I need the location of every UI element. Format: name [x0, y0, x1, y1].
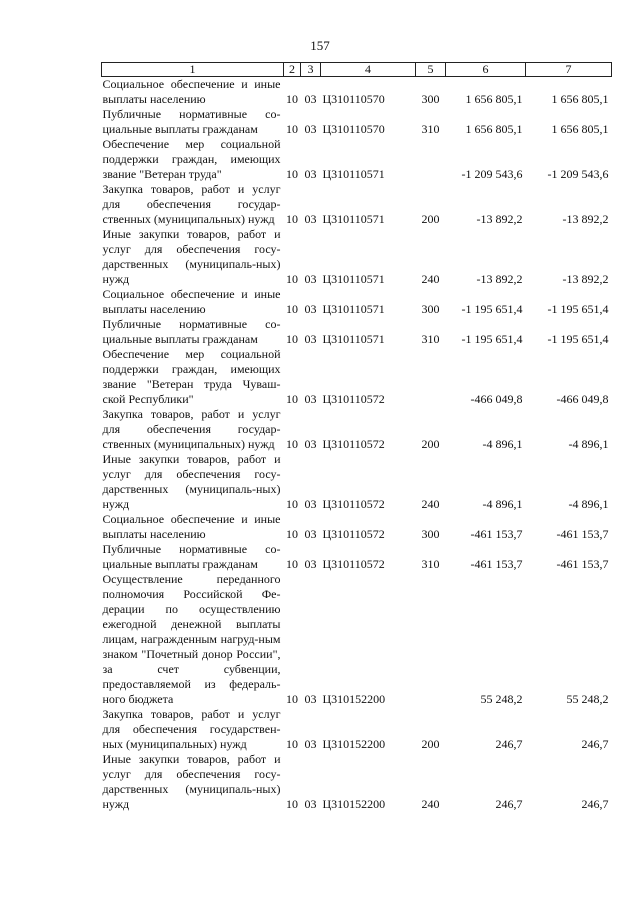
row-name: Публичные нормативные со-циальные выплаты гражданам	[102, 542, 281, 571]
table-row	[102, 137, 612, 182]
amount-col-7: -1 209 543,6	[547, 167, 609, 181]
target-article-code: Ц310110570	[322, 122, 385, 136]
expense-type-code: 240	[421, 497, 440, 511]
target-article-code: Ц310110572	[322, 557, 385, 571]
table-row	[102, 542, 612, 572]
target-article-code: Ц310110571	[322, 167, 385, 181]
row-name: Обеспечение мер социальной поддержки граждан, имеющих звание "Ветеран труда Чуваш-ской Республики"	[102, 347, 281, 406]
expense-type-code: 310	[421, 332, 440, 346]
amount-col-6: -1 195 651,4	[461, 332, 523, 346]
amount-col-7: 1 656 805,1	[551, 122, 609, 136]
amount-col-7: 246,7	[581, 737, 609, 751]
amount-col-6: -13 892,2	[476, 212, 523, 226]
row-name: Иные закупки товаров, работ и услуг для обеспечения госу-дарственных (муниципаль-ных) нужд	[102, 227, 281, 286]
target-article-code: Ц310110570	[322, 92, 385, 106]
subsection-code: 03	[304, 437, 317, 451]
target-article-code: Ц310110571	[322, 332, 385, 346]
target-article-code: Ц310110572	[322, 437, 385, 451]
subsection-code: 03	[304, 557, 317, 571]
row-name: Публичные нормативные со-циальные выплаты гражданам	[102, 317, 281, 346]
amount-col-7: -466 049,8	[556, 392, 609, 406]
amount-col-7: -4 896,1	[568, 497, 609, 511]
expense-type-code: 200	[421, 737, 440, 751]
table-body	[102, 77, 612, 813]
section-code: 10	[286, 302, 298, 316]
target-article-code: Ц310110571	[322, 272, 385, 286]
header-col-2: 2	[284, 63, 301, 77]
expense-type-code: 300	[421, 92, 440, 106]
amount-col-7: 1 656 805,1	[551, 92, 609, 106]
row-name: Обеспечение мер социальной поддержки граждан, имеющих звание "Ветеран труда"	[102, 137, 281, 181]
section-code: 10	[286, 557, 298, 571]
table-row	[102, 512, 612, 542]
subsection-code: 03	[304, 92, 317, 106]
row-name: Закупка товаров, работ и услуг для обеспечения государ-ственных (муниципальных) нужд	[102, 407, 281, 451]
row-name: Социальное обеспечение и иные выплаты населению	[102, 287, 281, 316]
amount-col-7: -1 195 651,4	[547, 332, 609, 346]
table-row	[102, 182, 612, 227]
subsection-code: 03	[304, 692, 317, 706]
subsection-code: 03	[304, 737, 317, 751]
amount-col-6: -461 153,7	[470, 527, 523, 541]
target-article-code: Ц310110572	[322, 392, 385, 406]
amount-col-7: 55 248,2	[566, 692, 609, 706]
subsection-code: 03	[304, 527, 317, 541]
subsection-code: 03	[304, 497, 317, 511]
header-col-1: 1	[102, 63, 284, 77]
amount-col-6: 246,7	[495, 797, 523, 811]
section-code: 10	[286, 332, 298, 346]
amount-col-6: -1 209 543,6	[461, 167, 523, 181]
section-code: 10	[286, 497, 298, 511]
section-code: 10	[286, 167, 298, 181]
amount-col-7: 246,7	[581, 797, 609, 811]
table-row	[102, 107, 612, 137]
section-code: 10	[286, 392, 298, 406]
subsection-code: 03	[304, 272, 317, 286]
table-row	[102, 572, 612, 707]
amount-col-6: -1 195 651,4	[461, 302, 523, 316]
target-article-code: Ц310152200	[322, 797, 386, 811]
expense-type-code: 300	[421, 527, 440, 541]
amount-col-7: -461 153,7	[556, 557, 609, 571]
expense-type-code	[416, 347, 446, 407]
row-name: Публичные нормативные со-циальные выплаты гражданам	[102, 107, 281, 136]
expense-type-code: 310	[421, 557, 440, 571]
section-code: 10	[286, 737, 298, 751]
target-article-code: Ц310110571	[322, 212, 385, 226]
row-name: Закупка товаров, работ и услуг для обеспечения государствен-ных (муниципальных) нужд	[102, 707, 281, 751]
header-row	[102, 63, 612, 77]
row-name: Осуществление переданного полномочия Российской Фе-дерации по осуществлению ежегодной денежной выплаты лицам, награжденным нагруд-ным знаком "Почетный донор России", за счет субвенции, предоставляемой из федераль-ного бюджета	[102, 572, 281, 706]
amount-col-7: -13 892,2	[562, 212, 609, 226]
table-row	[102, 317, 612, 347]
table-row	[102, 452, 612, 512]
expense-type-code: 240	[421, 797, 440, 811]
expense-type-code: 300	[421, 302, 440, 316]
expense-type-code	[416, 137, 446, 182]
header-col-7: 7	[526, 63, 612, 77]
row-name: Закупка товаров, работ и услуг для обеспечения государ-ственных (муниципальных) нужд	[102, 182, 281, 226]
target-article-code: Ц310110572	[322, 527, 385, 541]
subsection-code: 03	[304, 302, 317, 316]
section-code: 10	[286, 272, 298, 286]
header-col-5: 5	[416, 63, 446, 77]
table-row	[102, 407, 612, 452]
header-col-3: 3	[301, 63, 321, 77]
expense-type-code: 200	[421, 437, 440, 451]
table-row	[102, 707, 612, 752]
row-name: Социальное обеспечение и иные выплаты населению	[102, 77, 281, 106]
amount-col-7: -461 153,7	[556, 527, 609, 541]
header-col-6: 6	[446, 63, 526, 77]
section-code: 10	[286, 92, 298, 106]
budget-table	[101, 62, 612, 812]
amount-col-6: 1 656 805,1	[465, 122, 523, 136]
section-code: 10	[286, 212, 298, 226]
table-row	[102, 77, 612, 108]
row-name: Иные закупки товаров, работ и услуг для обеспечения госу-дарственных (муниципаль-ных) нужд	[102, 752, 281, 811]
amount-col-7: -4 896,1	[568, 437, 609, 451]
section-code: 10	[286, 692, 298, 706]
row-name: Социальное обеспечение и иные выплаты населению	[102, 512, 281, 541]
table-row	[102, 227, 612, 287]
amount-col-7: -1 195 651,4	[547, 302, 609, 316]
amount-col-6: -4 896,1	[482, 437, 523, 451]
page-number: 157	[310, 38, 330, 53]
table-row	[102, 752, 612, 812]
table-row	[102, 287, 612, 317]
section-code: 10	[286, 527, 298, 541]
subsection-code: 03	[304, 212, 317, 226]
expense-type-code: 310	[421, 122, 440, 136]
target-article-code: Ц310152200	[322, 737, 386, 751]
target-article-code: Ц310110571	[322, 302, 385, 316]
expense-type-code	[416, 572, 446, 707]
subsection-code: 03	[304, 332, 317, 346]
expense-type-code: 240	[421, 272, 440, 286]
amount-col-6: -4 896,1	[482, 497, 523, 511]
target-article-code: Ц310110572	[322, 497, 385, 511]
section-code: 10	[286, 122, 298, 136]
row-name: Иные закупки товаров, работ и услуг для обеспечения госу-дарственных (муниципаль-ных) нужд	[102, 452, 281, 511]
amount-col-6: 55 248,2	[480, 692, 523, 706]
amount-col-6: 246,7	[495, 737, 523, 751]
amount-col-7: -13 892,2	[562, 272, 609, 286]
table-row	[102, 347, 612, 407]
subsection-code: 03	[304, 167, 317, 181]
amount-col-6: -466 049,8	[470, 392, 523, 406]
subsection-code: 03	[304, 797, 317, 811]
section-code: 10	[286, 437, 298, 451]
header-col-4: 4	[321, 63, 416, 77]
target-article-code: Ц310152200	[322, 692, 386, 706]
amount-col-6: 1 656 805,1	[465, 92, 523, 106]
expense-type-code: 200	[421, 212, 440, 226]
section-code: 10	[286, 797, 298, 811]
amount-col-6: -13 892,2	[476, 272, 523, 286]
subsection-code: 03	[304, 392, 317, 406]
amount-col-6: -461 153,7	[470, 557, 523, 571]
subsection-code: 03	[304, 122, 317, 136]
